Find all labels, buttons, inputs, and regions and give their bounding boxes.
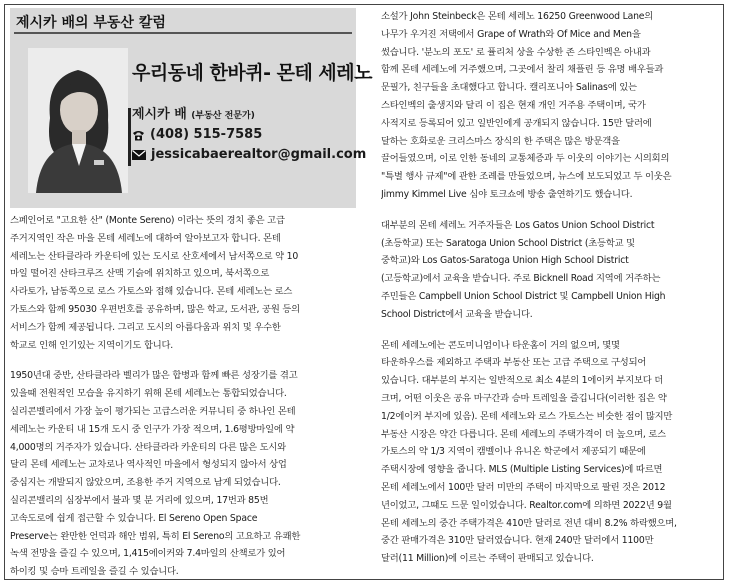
text-line: 세레노는 카운티 내 15개 도시 중 인구가 가장 적으며, 1.6평방마일에 약 (10, 423, 295, 435)
text-line: 실리콘벨리에서 가장 높이 평가되는 고급스러운 커뮤니티 중 하나인 몬테 (10, 405, 296, 417)
text-line: 중심지는 개발되지 않았으며, 조용한 주거 지역으로 남게 되었습니다. (10, 477, 281, 489)
text-line: 나무가 우거진 저택에서 Grape of Wrath와 Of Mice and Men을 (381, 28, 641, 40)
author-photo (28, 48, 128, 193)
text-line: 4,000명의 거주자가 있습니다. 산타클라라 카운티의 다른 많은 도시와 (10, 441, 286, 453)
text-line: Jimmy Kimmel Live 심야 토크쇼에 방송 출연하기도 했습니다. (381, 188, 633, 200)
right-paragraph-2 (381, 217, 719, 324)
text-line: 대부분의 몬테 세레노 거주자들은 Los Gatos Union School District (381, 219, 655, 231)
author-email-row (132, 145, 367, 165)
text-line: 사라토가, 남동쪽으로 로스 가토스와 접해 있습니다. 몬테 세레노는 로스 (10, 286, 293, 298)
text-line: 몬테 세레노에서 100만 달러 미만의 주택이 마지막으로 팔린 것은 2012 (381, 481, 666, 493)
text-line: 몬테 세레노의 중간 주택가격은 410만 달러로 전년 대비 8.2% 하락했으며, (381, 517, 677, 529)
phone-icon (132, 129, 145, 141)
text-line: 주택시장에 영향을 줍니다. MLS (Multiple Listing Services)에 따르면 (381, 464, 663, 476)
text-line: 중간 판매가격은 310만 달러였습니다. 현재 240만 달러에서 1100만 (381, 535, 654, 547)
text-line: 년이었고, 그때도 드문 일이었습니다. Realtor.com에 의하면 2022년 9월 (381, 499, 672, 511)
right-column (381, 8, 719, 568)
text-line: School District에서 교육을 받습니다. (381, 308, 533, 320)
text-line: 부동산 시장은 약간 다릅니다. 몬테 세레노의 주택가격이 더 높으며, 로스 (381, 428, 666, 440)
text-line: 함께 몬테 세레노에 거주했으며, 그곳에서 찰리 채플린 등 유명 배우들과 (381, 64, 664, 76)
text-line: 가토스의 약 1/3 지역이 캠벨이나 유니온 학군에서 제공되기 때문에 (381, 446, 646, 458)
text-line: 마일 떨어진 산타크루즈 산맥 기슭에 위치하고 있으며, 북서쪽으로 (10, 268, 270, 280)
paragraph-gap (381, 204, 719, 217)
text-line: 1950년대 중반, 산타클라라 벨리가 많은 합병과 함께 빠른 성장기를 겪고 (10, 370, 298, 382)
left-paragraph-2 (10, 367, 356, 581)
text-line: 하이킹 및 승마 트레일을 즐길 수 있습니다. (10, 566, 179, 578)
text-line: 스타인벡의 출생지와 달리 이 집은 현재 개인 거주용 주택이며, 국가 (381, 99, 646, 111)
text-line: 타운하우스를 제외하고 주택과 부동산 또는 고급 주택으로 구성되어 (381, 357, 647, 369)
paragraph-gap (381, 324, 719, 337)
paragraph-gap (10, 354, 356, 367)
text-line: 썼습니다. '분노의 포도' 로 퓰리처 상을 수상한 존 스타인벡은 아내과 (381, 46, 651, 58)
author-phone[interactable]: (408) 515-7585 (150, 127, 263, 142)
envelope-icon (132, 150, 146, 160)
text-line: 달리 몬테 세레노는 교차로나 역사적인 마을에서 형성되지 않아서 상업 (10, 459, 287, 471)
column-kicker: 제시카 배의 부동산 칼럼 (16, 15, 166, 31)
right-paragraph-1 (381, 8, 719, 204)
text-line: 세레노는 산타클라라 카운티에 있는 도시로 산호세에서 남서쪽으로 약 10 (10, 250, 299, 262)
text-line: 고속도로에 쉽게 접근할 수 있습니다. El Sereno Open Space (10, 512, 258, 524)
text-line: 1/2에이커 부지에 있음). 몬테 세레노와 로스 가토스는 비슷한 점이 많지만 (381, 410, 673, 422)
text-line: 몬테 세레노에는 콘도미니엄이나 타운홈이 거의 없으며, 몇몇 (381, 339, 620, 351)
text-line: 학교로 인해 인기있는 지역이기도 합니다. (10, 339, 174, 351)
text-line: 달러(11 Million)에 이르는 주택이 판매되고 있습니다. (381, 553, 594, 565)
text-line: 있습니다. 대부분의 부지는 일반적으로 최소 4분의 1에이커 부지보다 더 (381, 375, 664, 387)
left-paragraph-1 (10, 212, 356, 354)
left-column (10, 8, 372, 581)
text-line: 주거지역인 작은 마을 몬테 세레노에 대하여 알아보고자 합니다. 몬테 (10, 232, 281, 244)
text-line: 문필가, 친구들을 초대했다고 합니다. 캘리포니아 Salinas에 있는 (381, 82, 637, 94)
author-portrait-icon (28, 48, 128, 193)
text-line: 실리콘밸리의 심장부에서 불과 몇 분 거리에 있으며, 17번과 85번 (10, 494, 269, 506)
column-header (10, 8, 372, 208)
author-phone-row (132, 125, 352, 145)
text-line: (고등학교)에서 교육을 받습니다. 주로 Bicknell Road 지역에 거주하는 (381, 273, 661, 285)
text-line: (초등학교) 또는 Saratoga Union School District (초등학교 및 (381, 237, 635, 249)
author-role: (부동산 전문가) (191, 111, 255, 121)
text-line: 끌어들였으며, 이로 인한 동네의 교통체증과 두 이웃의 이야기는 시의회의 (381, 153, 670, 165)
text-line: "특별 행사 규제"에 관한 조례를 만들었으며, 뉴스에 보도되었고 두 이웃은 (381, 171, 672, 183)
author-byline (132, 106, 367, 165)
text-line: 크며, 어떤 이웃은 공유 마구간과 승마 트레일을 즐깁니다(이러한 집은 약 (381, 392, 667, 404)
text-line: 가토스와 함께 95030 우편번호를 공유하며, 많은 학교, 도서관, 공원 등의 (10, 303, 300, 315)
author-email[interactable]: jessicabaerealtor@gmail.com (151, 147, 367, 162)
text-line: 스페인어로 "고요한 산" (Monte Sereno) 이라는 뜻의 경치 좋은 고급 (10, 215, 285, 226)
text-line: 사적지로 등록되어 있고 일반인에게 공개되지 않습니다. 15만 달러에 (381, 117, 652, 129)
text-line: 녹색 전망을 즐길 수 있으며, 1,415에이커와 7.4마일의 산책로가 있어 (10, 548, 286, 560)
text-line: 달하는 호화로운 크리스마스 장식의 한 주택은 많은 방문객을 (381, 135, 620, 147)
text-line: Preserve는 완만한 언덕과 해안 범위, 특히 El Sereno의 고요하고 유쾌한 (10, 530, 301, 542)
author-name: 제시카 배 (132, 107, 187, 122)
text-line: 중학교)와 Los Gatos-Saratoga Union High School District (381, 255, 629, 267)
text-line: 소설가 John Steinbeck은 몬테 세레노 16250 Greenwood Lane의 (381, 11, 654, 22)
kicker-divider (14, 32, 352, 34)
text-line: 서비스가 함께 제공됩니다. 그리고 도시의 아름다움과 위치 및 우수한 (10, 321, 281, 333)
text-line: 주민들은 Campbell Union School District 및 Campbell Union High (381, 290, 666, 302)
headline: 우리동네 한바퀴- 몬테 세레노 (132, 62, 372, 84)
byline-accent-bar (128, 108, 131, 166)
text-line: 있을때 전원적인 모습을 유지하기 위해 몬테 세레노는 통합되었습니다. (10, 388, 287, 400)
author-name-row (132, 106, 352, 125)
right-paragraph-3 (381, 337, 719, 568)
